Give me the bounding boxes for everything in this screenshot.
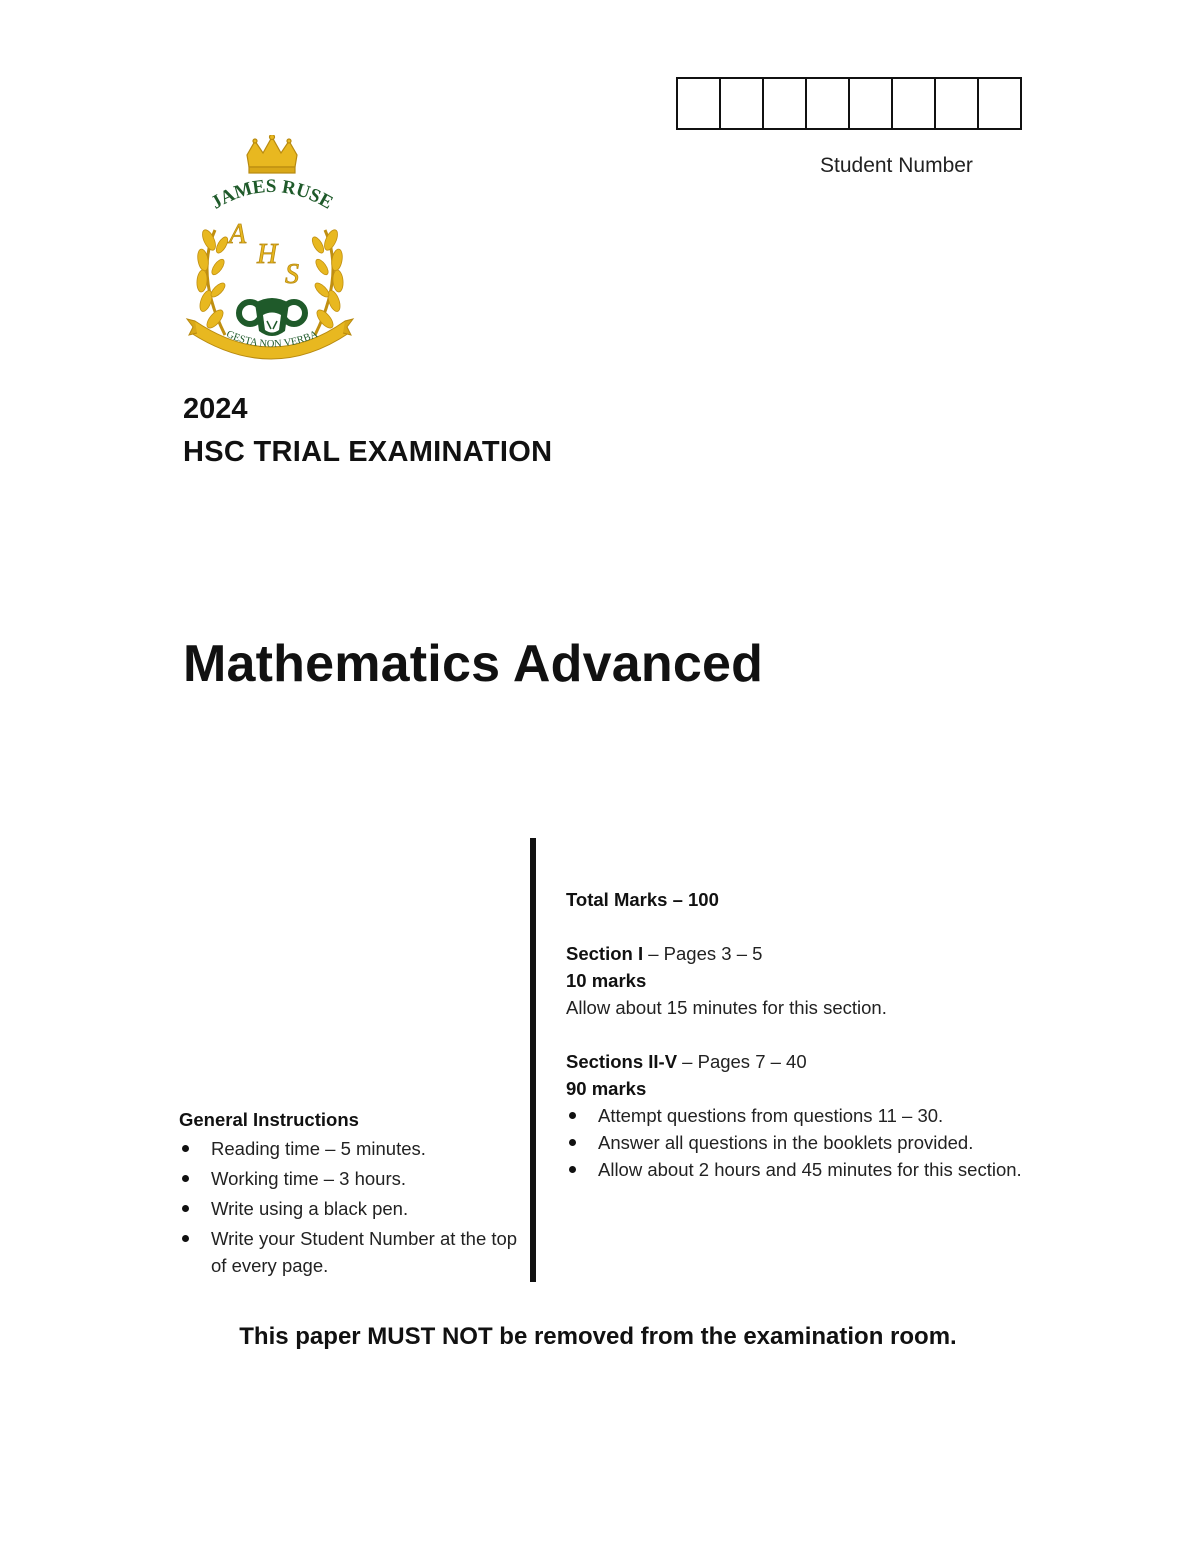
list-item: Write using a black pen. [179,1195,524,1222]
crown-icon [247,135,297,173]
section-1-title: Section I [566,943,644,964]
removal-warning [0,1323,1200,1351]
svg-text:H: H [257,239,278,270]
crest-icon [185,135,355,375]
student-number-box[interactable] [979,79,1020,128]
student-number-box[interactable] [807,79,850,128]
student-number-box[interactable] [936,79,979,128]
school-crest-logo [185,135,355,375]
section-2-marks: 90 marks [566,1078,647,1099]
crest-motto: GESTA NON VERBA [224,328,320,351]
student-number-box[interactable] [893,79,936,128]
student-number-box[interactable] [678,79,721,128]
general-instructions-heading: General Instructions [179,1109,359,1130]
list-item: Answer all questions in the booklets provided. [566,1129,1026,1156]
student-number-box[interactable] [764,79,807,128]
general-instructions [179,1106,524,1282]
section-1-note: Allow about 15 minutes for this section. [566,997,887,1018]
list-item: Working time – 3 hours. [179,1165,524,1192]
crest-letters [227,219,299,290]
list-item: Reading time – 5 minutes. [179,1135,524,1162]
list-item: Allow about 2 hours and 45 minutes for this section. [566,1156,1026,1183]
crest-school-name: JAMES RUSE [207,175,337,214]
general-instructions-list [179,1135,524,1279]
section-1-marks: 10 marks [566,970,647,991]
student-number-box[interactable] [721,79,764,128]
list-item: Attempt questions from questions 11 – 30. [566,1102,1026,1129]
subject-title: Mathematics Advanced [183,635,764,693]
student-number-label: Student Number [820,154,973,177]
section-1-heading [566,940,1026,967]
list-item: Write your Student Number at the top of every page. [179,1225,524,1279]
section-2-heading [566,1048,1026,1075]
student-number-boxes[interactable] [676,77,1022,130]
section-2-instructions [566,1102,1026,1183]
section-1-pages: – Pages 3 – 5 [643,943,763,964]
section-2-title: Sections II-V [566,1051,678,1072]
ram-emblem-icon [239,298,305,336]
removal-warning-text: This paper MUST NOT be removed from the examination room. [239,1323,957,1350]
total-marks: Total Marks – 100 [566,889,719,910]
svg-text:S: S [285,259,299,290]
section-2-pages: – Pages 7 – 40 [677,1051,807,1072]
column-divider [530,838,536,1282]
marks-summary [566,886,1026,1183]
svg-text:A: A [229,219,247,250]
student-number-box[interactable] [850,79,893,128]
exam-year: 2024 [183,393,248,425]
exam-title: HSC TRIAL EXAMINATION [183,436,553,468]
